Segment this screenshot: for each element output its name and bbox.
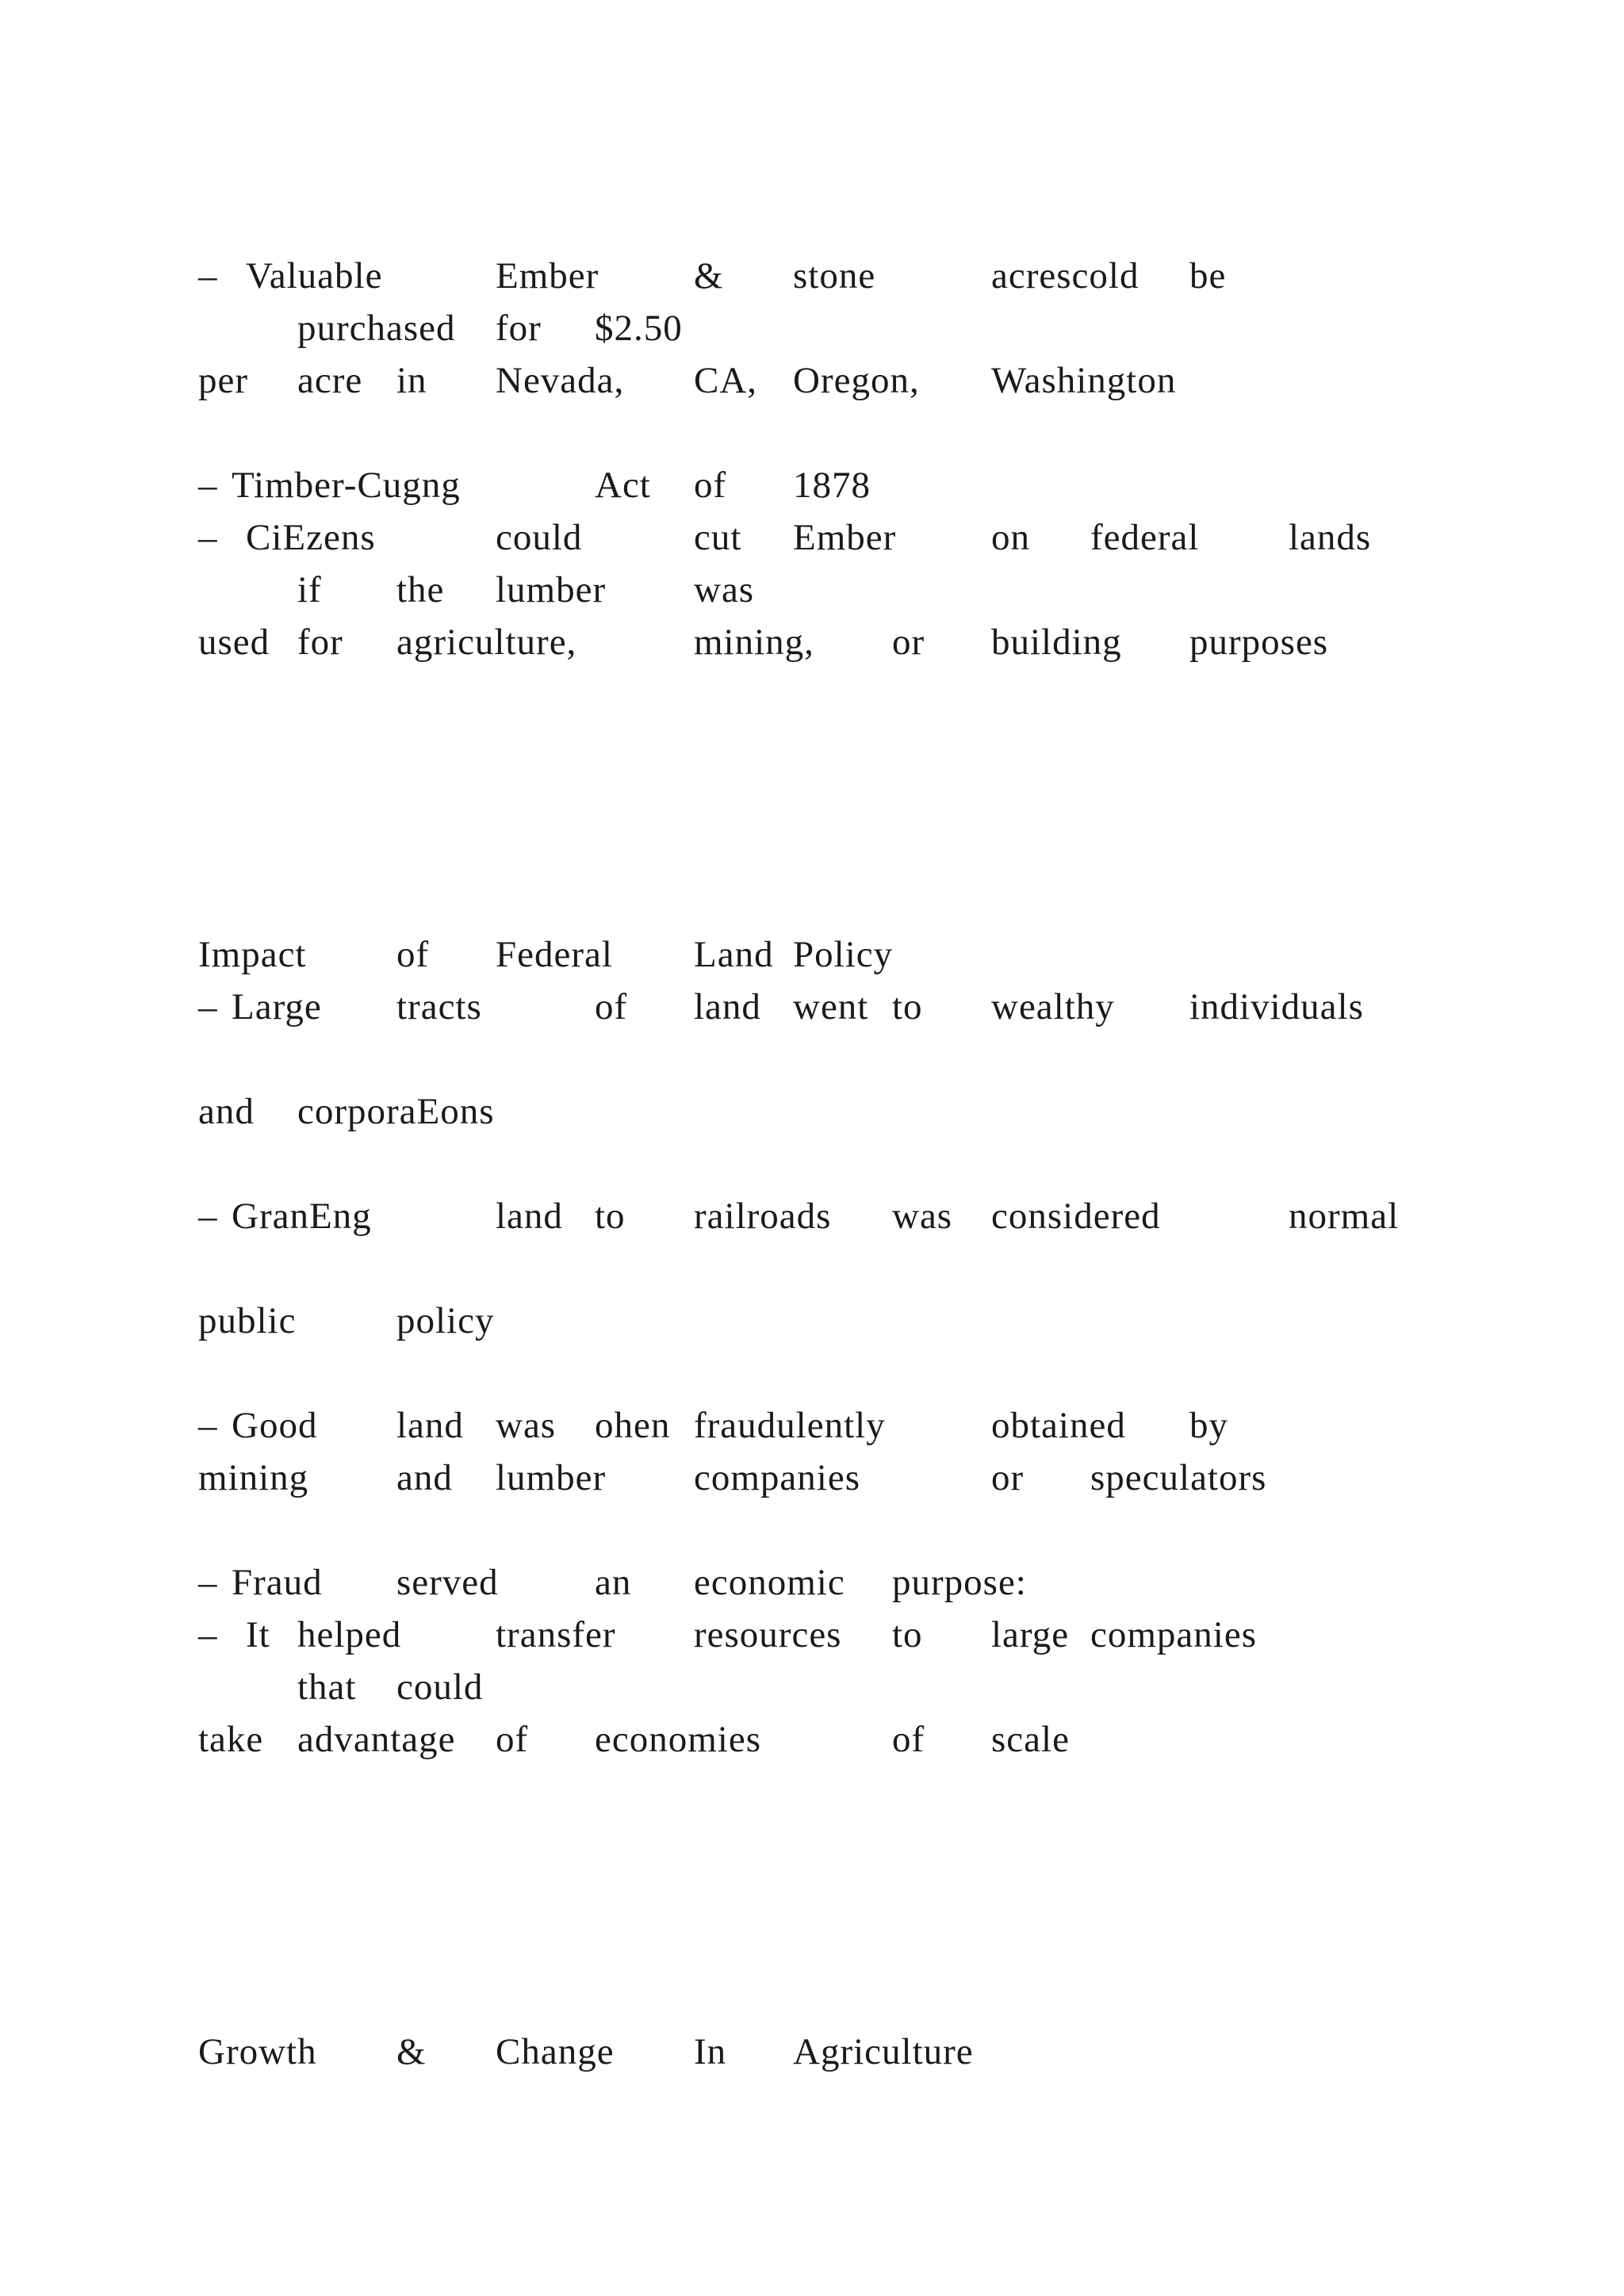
word: wealthy	[991, 986, 1115, 1027]
word: –	[198, 1405, 218, 1446]
word: went	[793, 986, 869, 1027]
text-line	[0, 983, 1624, 1031]
word: &	[396, 2031, 427, 2072]
word: Fraud	[232, 1562, 323, 1603]
word: advantage	[297, 1719, 456, 1760]
word: on	[991, 517, 1030, 558]
word: of	[892, 1719, 925, 1760]
word: economies	[595, 1719, 761, 1760]
word: be	[1189, 255, 1227, 297]
text-line	[0, 357, 1624, 404]
word: served	[396, 1562, 499, 1603]
word: that	[297, 1667, 357, 1708]
word: mining	[198, 1457, 309, 1498]
text-line	[0, 931, 1624, 978]
word: railroads	[694, 1196, 832, 1237]
word: Impact	[198, 934, 307, 975]
word: large	[991, 1614, 1070, 1655]
text-line	[0, 252, 1624, 300]
word: Policy	[793, 934, 894, 975]
word: of	[595, 986, 628, 1027]
word: Valuable	[246, 255, 383, 297]
word: to	[595, 1196, 626, 1237]
word: Large	[232, 986, 322, 1027]
word: or	[892, 622, 925, 663]
word: transfer	[496, 1614, 616, 1655]
word: purchased	[297, 308, 456, 349]
word: cut	[694, 517, 742, 558]
word: building	[991, 622, 1122, 663]
text-line	[0, 1611, 1624, 1659]
word: could	[396, 1667, 484, 1708]
word: Timber-Cugng	[232, 465, 461, 506]
word: Growth	[198, 2031, 317, 2072]
word: Nevada,	[496, 360, 625, 401]
word: or	[991, 1457, 1025, 1498]
word: the	[396, 569, 445, 610]
text-line	[0, 618, 1624, 666]
word: Ember	[793, 517, 897, 558]
word: Land	[694, 934, 774, 975]
word: corporaEons	[297, 1091, 495, 1132]
word: CiEzens	[246, 517, 376, 558]
word: was	[496, 1405, 557, 1446]
word: –	[198, 1196, 218, 1237]
word: individuals	[1189, 986, 1364, 1027]
word: –	[198, 465, 218, 506]
text-line	[0, 566, 1624, 614]
word: could	[496, 517, 583, 558]
word: CA,	[694, 360, 758, 401]
word: &	[694, 255, 724, 297]
word: was	[892, 1196, 953, 1237]
text-line	[0, 1559, 1624, 1606]
word: In	[694, 2031, 727, 2072]
word: was	[694, 569, 755, 610]
word: obtained	[991, 1405, 1126, 1446]
word: of	[496, 1719, 529, 1760]
word: normal	[1289, 1196, 1400, 1237]
word: of	[396, 934, 430, 975]
text-line	[0, 1088, 1624, 1135]
word: per	[198, 360, 249, 401]
word: and	[198, 1091, 255, 1132]
word: purpose:	[892, 1562, 1027, 1603]
text-line	[0, 1297, 1624, 1345]
word: –	[198, 1614, 218, 1655]
word: It	[246, 1614, 270, 1655]
word: Washington	[991, 360, 1177, 401]
word: agriculture,	[396, 622, 577, 663]
word: if	[297, 569, 322, 610]
word: fraudulently	[694, 1405, 886, 1446]
word: scale	[991, 1719, 1070, 1760]
text-line	[0, 461, 1624, 509]
word: public	[198, 1300, 297, 1341]
word: of	[694, 465, 727, 506]
word: lumber	[496, 1457, 607, 1498]
word: for	[297, 622, 343, 663]
text-line	[0, 1663, 1624, 1711]
text-line	[0, 304, 1624, 352]
text-line	[0, 1192, 1624, 1240]
word: take	[198, 1719, 264, 1760]
word: federal	[1090, 517, 1200, 558]
word: GranEng	[232, 1196, 372, 1237]
word: tracts	[396, 986, 482, 1027]
word: Ember	[496, 255, 599, 297]
word: for	[496, 308, 542, 349]
word: stone	[793, 255, 876, 297]
word: land	[496, 1196, 563, 1237]
word: Change	[496, 2031, 615, 2072]
word: by	[1189, 1405, 1228, 1446]
text-line	[0, 1716, 1624, 1763]
text-line	[0, 2028, 1624, 2076]
word: –	[198, 1562, 218, 1603]
word: policy	[396, 1300, 495, 1341]
word: Act	[595, 465, 651, 506]
word: –	[198, 986, 218, 1027]
word: an	[595, 1562, 632, 1603]
word: lands	[1289, 517, 1372, 558]
word: and	[396, 1457, 453, 1498]
word: Oregon,	[793, 360, 920, 401]
word: in	[396, 360, 427, 401]
word: –	[198, 255, 218, 297]
text-line	[0, 514, 1624, 561]
word: companies	[694, 1457, 860, 1498]
word: land	[396, 1405, 464, 1446]
word: resources	[694, 1614, 842, 1655]
word: purposes	[1189, 622, 1329, 663]
word: $2.50	[595, 308, 683, 349]
word: acrescold	[991, 255, 1139, 297]
word: companies	[1090, 1614, 1257, 1655]
word: Good	[232, 1405, 318, 1446]
word: speculators	[1090, 1457, 1267, 1498]
text-line	[0, 1402, 1624, 1449]
word: economic	[694, 1562, 845, 1603]
word: lumber	[496, 569, 607, 610]
word: Agriculture	[793, 2031, 974, 2072]
word: to	[892, 1614, 923, 1655]
word: used	[198, 622, 270, 663]
word: considered	[991, 1196, 1161, 1237]
word: mining,	[694, 622, 814, 663]
word: 1878	[793, 465, 871, 506]
word: ohen	[595, 1405, 671, 1446]
word: Federal	[496, 934, 613, 975]
word: acre	[297, 360, 363, 401]
word: helped	[297, 1614, 402, 1655]
word: –	[198, 517, 218, 558]
word: to	[892, 986, 923, 1027]
word: land	[694, 986, 761, 1027]
text-line	[0, 1454, 1624, 1502]
